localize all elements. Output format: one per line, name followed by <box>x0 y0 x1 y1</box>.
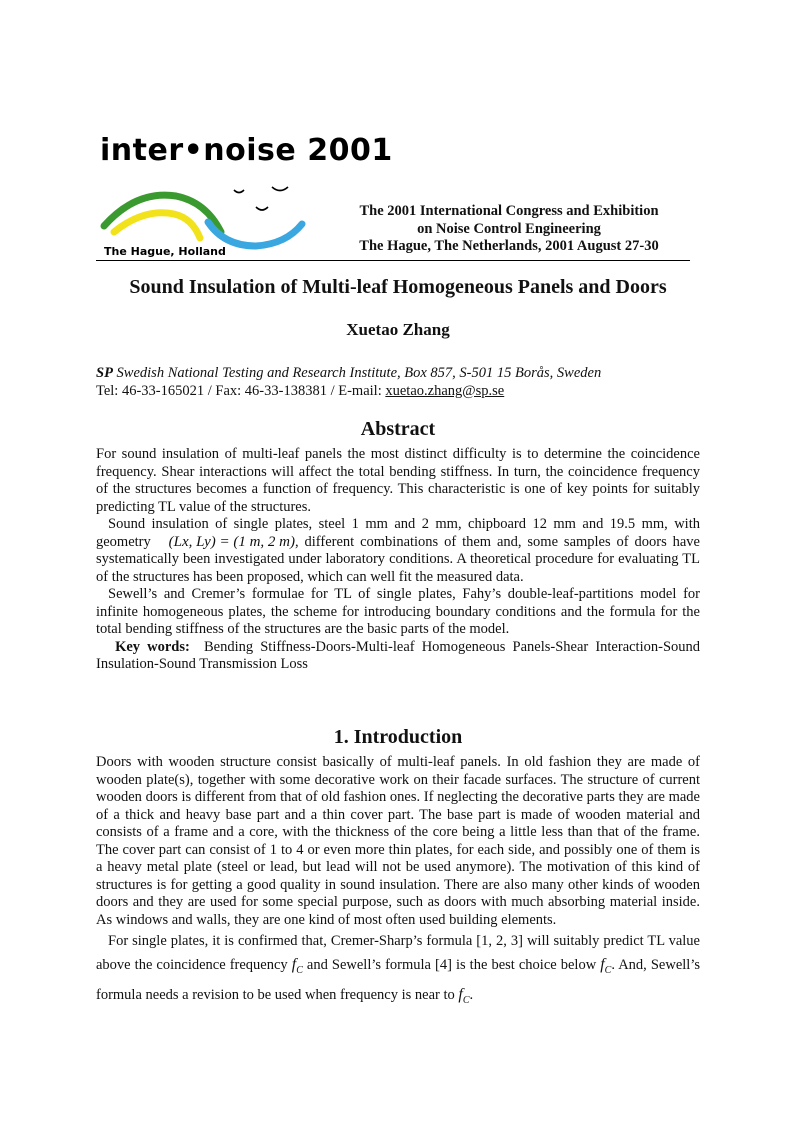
logo-location-text: The Hague, Holland <box>104 245 226 258</box>
abstract-paragraph-1: For sound insulation of multi-leaf panels the most distinct difficulty is to determine the coincidence frequency. Shear interactions will affect the total bending stiffness. In turn, the coincidence frequency of the structures becomes a function of frequency. This characteristic is one of key points for suitably predicting TL value of the structures. <box>96 446 700 515</box>
paper-author: Xuetao Zhang <box>346 320 450 339</box>
intro-p2-text-b: and Sewell’s formula [4] is the best choice below <box>306 957 597 973</box>
intro-p2-text-a: For single plates, it is confirmed that, Cremer-Sharp’s formula [1, 2, 3] will suitably predict TL value above the coincidence frequency <box>96 933 700 973</box>
affiliation-org-short: SP <box>96 365 113 381</box>
header-rule <box>96 260 690 261</box>
abstract-heading: Abstract <box>360 418 436 440</box>
paper-title: Sound Insulation of Multi-leaf Homogeneous Panels and Doors <box>129 276 667 298</box>
abstract-paragraph-2 <box>96 516 700 586</box>
introduction-paragraph-1: Doors with wooden structure consist basically of multi-leaf panels. In old fashion they are made of wooden plate(s), together with some decorative work on their facade surfaces. The structure of current wooden doors is different from that of old fashion ones. If neglecting the decorative parts they are made of a thick and heavy base part and a thin cover part. The base part is made of wooden material and consists of a frame and a core, with the thickness of the core being a little less than that of the frame. The cover part can consist of 1 to 4 or even more thin plates, for each side, and possibly one of them is a heavy metal plate (steel or lead, but lead will not be used anymore). The motivation of this kind of structures is for getting a good quality in sound insulation. There are also many other kinds of wooden doors and they are used for some special purpose, such as doors with much absorbing material inside. As windows and walls, they are one kind of most often used building elements. <box>96 754 700 928</box>
email-link[interactable]: xuetao.zhang@sp.se <box>385 383 505 399</box>
intro-p2-text-d: . <box>469 987 474 1004</box>
abstract-paragraph-3: Sewell’s and Cremer’s formulae for TL of single plates, Fahy’s double-leaf-partitions model for infinite homogeneous plates, the scheme for introducing boundary conditions and the formula for the total bending stiffness of the structures are the basic parts of the model. <box>96 586 700 637</box>
coincidence-frequency-symbol: $f_C$ <box>291 956 303 977</box>
abstract-p2-text-b: , different combinations of them and, some samples of doors have systematically been investigated under laboratory conditions. A theoretical procedure for evaluating TL of the structures has been proposed, which can well fit the measured data. <box>96 533 700 585</box>
conference-line-2: on Noise Control Engineering <box>417 220 601 237</box>
coincidence-frequency-symbol: $f_C$ <box>458 986 470 1007</box>
affiliation-institute: Swedish National Testing and Research Institute, Box 857, S-501 15 Borås, Sweden <box>116 365 602 381</box>
keywords-label: Key words: <box>115 638 190 655</box>
conference-line-3: The Hague, The Netherlands, 2001 August 27-30 <box>359 238 659 254</box>
introduction-body <box>96 754 700 1013</box>
geometry-formula: (Lx, Ly) = (1 m, 2 m) <box>168 533 295 550</box>
conference-logo-text: inter•noise 2001 <box>100 133 393 168</box>
keywords-paragraph <box>96 639 700 674</box>
contact-info: Tel: 46-33-165021 / Fax: 46-33-138381 / E-mail: <box>96 383 386 399</box>
coincidence-frequency-symbol: $f_C$ <box>600 956 612 977</box>
abstract-p2-text-a: Sound insulation of single plates, steel 1 mm and 2 mm, chipboard 12 mm and 19.5 mm, with geometry <box>96 516 700 550</box>
conference-line-1: The 2001 International Congress and Exhibition <box>359 203 659 219</box>
introduction-heading: 1. Introduction <box>333 726 463 748</box>
affiliation <box>96 364 700 400</box>
abstract-body <box>96 446 700 674</box>
intro-p2-text-c: . And, Sewell’s formula needs a revision to be used when frequency is near to <box>96 957 700 1004</box>
keywords-text: Bending Stiffness-Doors-Multi-leaf Homogeneous Panels-Shear Interaction-Sound Insulation-Sound Transmission Loss <box>96 638 701 672</box>
conference-info <box>334 203 684 256</box>
introduction-paragraph-2 <box>96 929 700 1013</box>
